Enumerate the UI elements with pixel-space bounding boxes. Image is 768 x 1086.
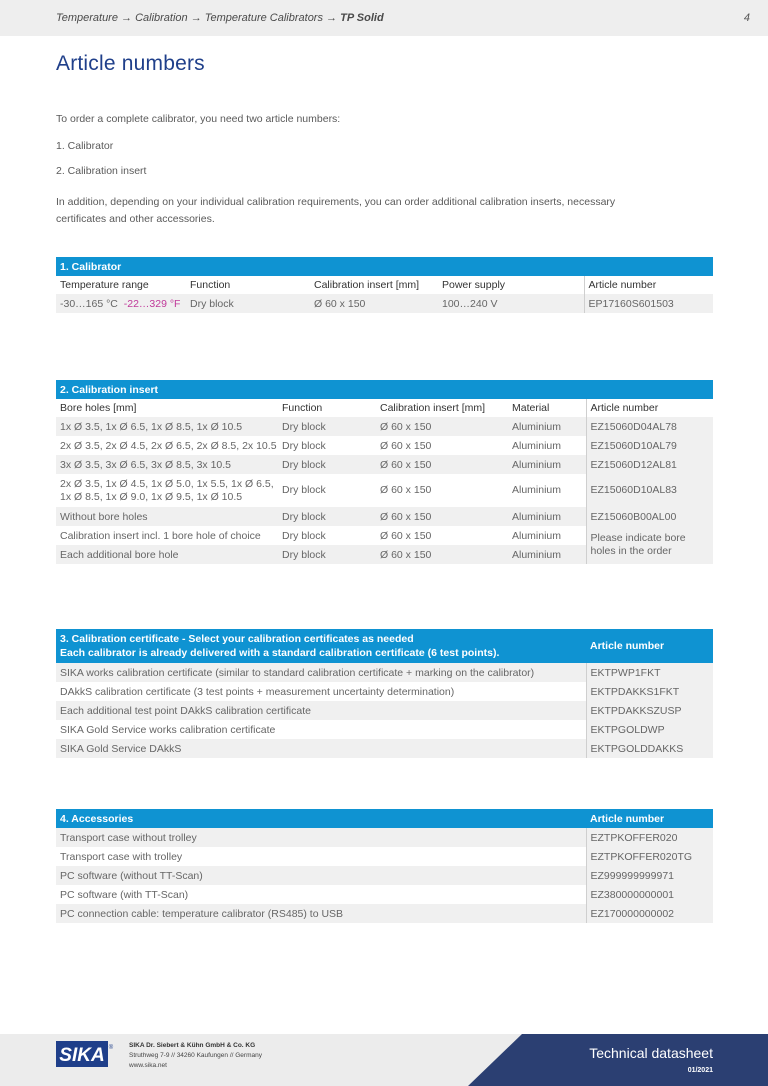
cell-description: Transport case with trolley	[60, 850, 183, 863]
cell-insert: Ø 60 x 150	[310, 294, 438, 313]
page-number: 4	[743, 12, 750, 24]
table-title: 4. Accessories	[56, 809, 586, 828]
cell-material: Aluminium	[512, 529, 562, 542]
cell-article: EP17160S601503	[584, 294, 713, 313]
cell-function: Dry block	[186, 294, 310, 313]
table-row	[56, 526, 713, 545]
cell-description: PC software (with TT-Scan)	[60, 888, 189, 901]
cell-description: Each additional test point DAkkS calibration certificate	[56, 701, 586, 720]
sika-logo	[56, 1041, 114, 1067]
cell-material: Aluminium	[512, 484, 562, 496]
cell-material: Aluminium	[508, 455, 586, 474]
table-row	[56, 866, 713, 885]
column-header: Material	[512, 402, 550, 414]
cell-bore: 3x Ø 3.5, 3x Ø 6.5, 3x Ø 8.5, 3x 10.5	[56, 455, 278, 474]
cell-insert: Ø 60 x 150	[380, 484, 432, 496]
cell-power: 100…240 V	[438, 294, 584, 313]
breadcrumb-path: Temperature → Calibration → Temperature Calibrators →	[56, 12, 341, 24]
column-header: Power supply	[442, 279, 506, 291]
cell-insert: Ø 60 x 150	[376, 545, 508, 564]
breadcrumb	[56, 12, 384, 24]
cell-description: SIKA Gold Service DAkkS	[56, 739, 586, 758]
cell-article: EZ15060D10AL79	[586, 436, 713, 455]
cell-function: Dry block	[282, 529, 326, 542]
cell-material: Aluminium	[512, 439, 562, 452]
cell-function: Dry block	[282, 439, 326, 452]
column-header: Temperature range	[60, 279, 149, 291]
cell-article: EZ15060D10AL83	[586, 474, 713, 507]
cell-insert: Ø 60 x 150	[380, 439, 432, 452]
cell-bore: Each additional bore hole	[56, 545, 278, 564]
page-title: Article numbers	[56, 52, 205, 75]
table-row	[56, 436, 713, 455]
cell-description: PC connection cable: temperature calibrator (RS485) to USB	[56, 904, 586, 923]
accessories-table	[56, 809, 713, 923]
column-header: Article number	[584, 276, 713, 294]
table-row	[56, 474, 713, 507]
table-row	[56, 739, 713, 758]
cell-article: EZTPKOFFER020TG	[586, 847, 713, 866]
table-row	[56, 417, 713, 436]
cell-bore: Calibration insert incl. 1 bore hole of choice	[60, 529, 261, 542]
cell-article: EZ170000000002	[586, 904, 713, 923]
cell-description: SIKA Gold Service works calibration certificate	[60, 723, 276, 736]
cell-description: DAkkS calibration certificate (3 test points + measurement uncertainty determination)	[60, 685, 455, 698]
cell-article: EZTPKOFFER020	[586, 828, 713, 847]
cell-description: SIKA works calibration certificate (similar to standard calibration certificate + marking on the calibrator)	[56, 663, 586, 682]
table-row	[56, 507, 713, 526]
cell-function: Dry block	[278, 507, 376, 526]
calibrator-table	[56, 257, 713, 313]
company-info	[129, 1041, 262, 1071]
column-header: Article number	[586, 809, 713, 828]
table-row	[56, 682, 713, 701]
table-row	[56, 455, 713, 474]
cell-insert: Ø 60 x 150	[376, 507, 508, 526]
cell-article-note: Please indicate bore holes in the order	[586, 526, 713, 564]
cell-bore: 1x Ø 3.5, 1x Ø 6.5, 1x Ø 8.5, 1x Ø 10.5	[56, 417, 278, 436]
cell-article: EZ15060D04AL78	[586, 417, 713, 436]
cell-article: EZ380000000001	[586, 885, 713, 904]
column-header: Function	[190, 279, 231, 291]
cell-article: EKTPGOLDWP	[586, 720, 713, 739]
cell-article: EZ15060B00AL00	[586, 507, 713, 526]
calibration-insert-table	[56, 380, 713, 564]
column-header: Calibration insert [mm]	[314, 279, 420, 291]
table-row	[56, 720, 713, 739]
cell-bore: 2x Ø 3.5, 1x Ø 4.5, 1x Ø 5.0, 1x 5.5, 1x Ø 6.5, 1x Ø 8.5, 1x Ø 9.0, 1x Ø 9.5, 1x Ø 10.5	[60, 477, 274, 503]
cell-article: EKTPGOLDDAKKS	[586, 739, 713, 758]
calibration-certificate-table	[56, 629, 713, 758]
cell-function: Dry block	[278, 417, 376, 436]
cell-description: PC software (without TT-Scan)	[56, 866, 586, 885]
breadcrumb-current: TP Solid	[340, 12, 384, 24]
column-header: Article number	[586, 399, 713, 417]
cell-insert: Ø 60 x 150	[376, 455, 508, 474]
table-title: 2. Calibration insert	[56, 380, 713, 399]
document-type: Technical datasheet	[589, 1045, 713, 1061]
table-title-line-2: Each calibrator is already delivered with a standard calibration certificate (6 test points).	[60, 647, 500, 659]
temp-celsius: -30…165 °C	[60, 297, 118, 310]
column-header: Article number	[586, 629, 713, 663]
intro-item-2: 2. Calibration insert	[56, 165, 147, 177]
cell-bore: Without bore holes	[56, 507, 278, 526]
table-row	[56, 701, 713, 720]
cell-function: Dry block	[278, 455, 376, 474]
table-row	[56, 885, 713, 904]
cell-article: EKTPWP1FKT	[586, 663, 713, 682]
column-header: Function	[282, 402, 323, 414]
svg-text:SIKA: SIKA	[59, 1045, 105, 1066]
table-title-line-1: 3. Calibration certificate - Select your calibration certificates as needed	[60, 633, 414, 645]
table-title	[56, 629, 586, 663]
table-row	[56, 847, 713, 866]
cell-insert: Ø 60 x 150	[376, 417, 508, 436]
column-header: Calibration insert [mm]	[380, 402, 486, 414]
cell-article: EZ15060D12AL81	[586, 455, 713, 474]
company-website[interactable]: www.sika.net	[129, 1062, 167, 1069]
cell-function: Dry block	[278, 545, 376, 564]
intro-text: To order a complete calibrator, you need two article numbers:	[56, 113, 341, 125]
cell-article: EZ999999999971	[586, 866, 713, 885]
cell-material: Aluminium	[508, 417, 586, 436]
table-row	[56, 828, 713, 847]
intro-item-1: 1. Calibrator	[56, 140, 114, 152]
cell-material: Aluminium	[508, 507, 586, 526]
table-row	[56, 294, 713, 313]
document-date: 01/2021	[687, 1067, 713, 1074]
cell-insert: Ø 60 x 150	[380, 529, 432, 542]
cell-article: EKTPDAKKSZUSP	[586, 701, 713, 720]
svg-text:®: ®	[108, 1045, 114, 1051]
table-row	[56, 663, 713, 682]
table-title: 1. Calibrator	[56, 257, 713, 276]
temp-fahrenheit: -22…329 °F	[123, 297, 181, 310]
cell-description: Transport case without trolley	[56, 828, 586, 847]
company-name: SIKA Dr. Siebert & Kühn GmbH & Co. KG	[129, 1042, 256, 1049]
cell-function: Dry block	[282, 484, 326, 496]
cell-material: Aluminium	[508, 545, 586, 564]
cell-bore: 2x Ø 3.5, 2x Ø 4.5, 2x Ø 6.5, 2x Ø 8.5, 2x 10.5	[60, 439, 277, 452]
column-header: Bore holes [mm]	[60, 402, 137, 414]
table-row	[56, 904, 713, 923]
cell-article: EKTPDAKKS1FKT	[586, 682, 713, 701]
company-address: Struthweg 7-9 // 34260 Kaufungen // Germany	[129, 1052, 262, 1059]
intro-paragraph: In addition, depending on your individual calibration requirements, you can order additional calibration inserts, necessary certificates and other accessories.	[56, 196, 616, 225]
